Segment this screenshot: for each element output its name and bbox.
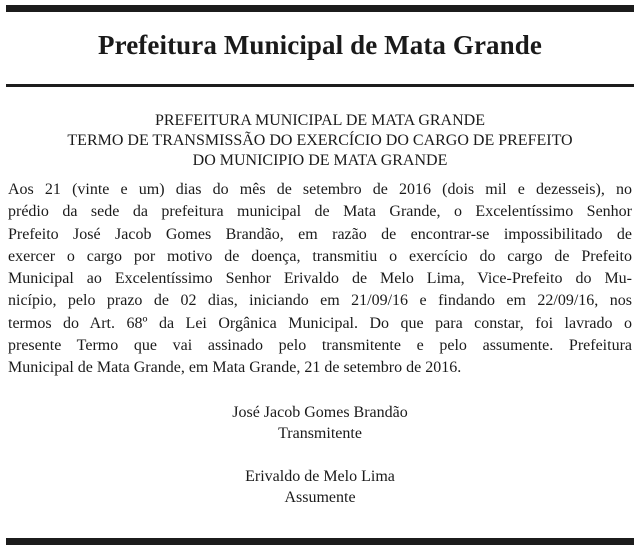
body-line: exercer o cargo por motivo de doença, transmitiu o exercício do cargo de Prefeito [8, 247, 632, 265]
top-rule [6, 5, 634, 12]
body-line: Municipal de Mata Grande, em Mata Grande, 21 de setembro de 2016. [8, 359, 462, 377]
signature-role: Assumente [284, 489, 356, 506]
body-line: termos do Art. 68º da Lei Orgânica Municipal. Do que para constar, foi lavrado o [8, 314, 632, 332]
heading-line: DO MUNICIPIO DE MATA GRANDE [192, 152, 448, 169]
document-body [8, 179, 632, 380]
body-line: presente Termo que vai assinado pelo transmitente e pelo assumente. Prefeitura [8, 337, 632, 355]
signature-role: Transmitente [278, 425, 362, 442]
body-line: nicípio, pelo prazo de 02 dias, iniciando em 21/09/16 e findando em 22/09/16, nos [8, 292, 632, 310]
header-divider [6, 84, 634, 87]
document-heading [0, 111, 640, 171]
signature-transmitente [0, 402, 640, 444]
bottom-rule [6, 538, 634, 545]
heading-line: TERMO DE TRANSMISSÃO DO EXERCÍCIO DO CARGO DE PREFEITO [67, 132, 573, 149]
body-line: Prefeito José Jacob Gomes Brandão, em razão de encontrar-se impossibilitado de [8, 225, 632, 243]
body-line: Aos 21 (vinte e um) dias do mês de setembro de 2016 (dois mil e dezesseis), no [8, 181, 632, 198]
page-title: Prefeitura Municipal de Mata Grande [98, 30, 542, 60]
body-line: Municipal ao Excelentíssimo Senhor Erivaldo de Melo Lima, Vice-Prefeito do Mu- [8, 270, 632, 288]
heading-line: PREFEITURA MUNICIPAL DE MATA GRANDE [154, 112, 485, 129]
body-line: prédio da sede da prefeitura municipal de Mata Grande, o Excelentíssimo Senhor [8, 203, 632, 221]
signature-name: José Jacob Gomes Brandão [232, 404, 408, 421]
signature-assumente [0, 466, 640, 508]
signature-name: Erivaldo de Melo Lima [245, 468, 395, 485]
